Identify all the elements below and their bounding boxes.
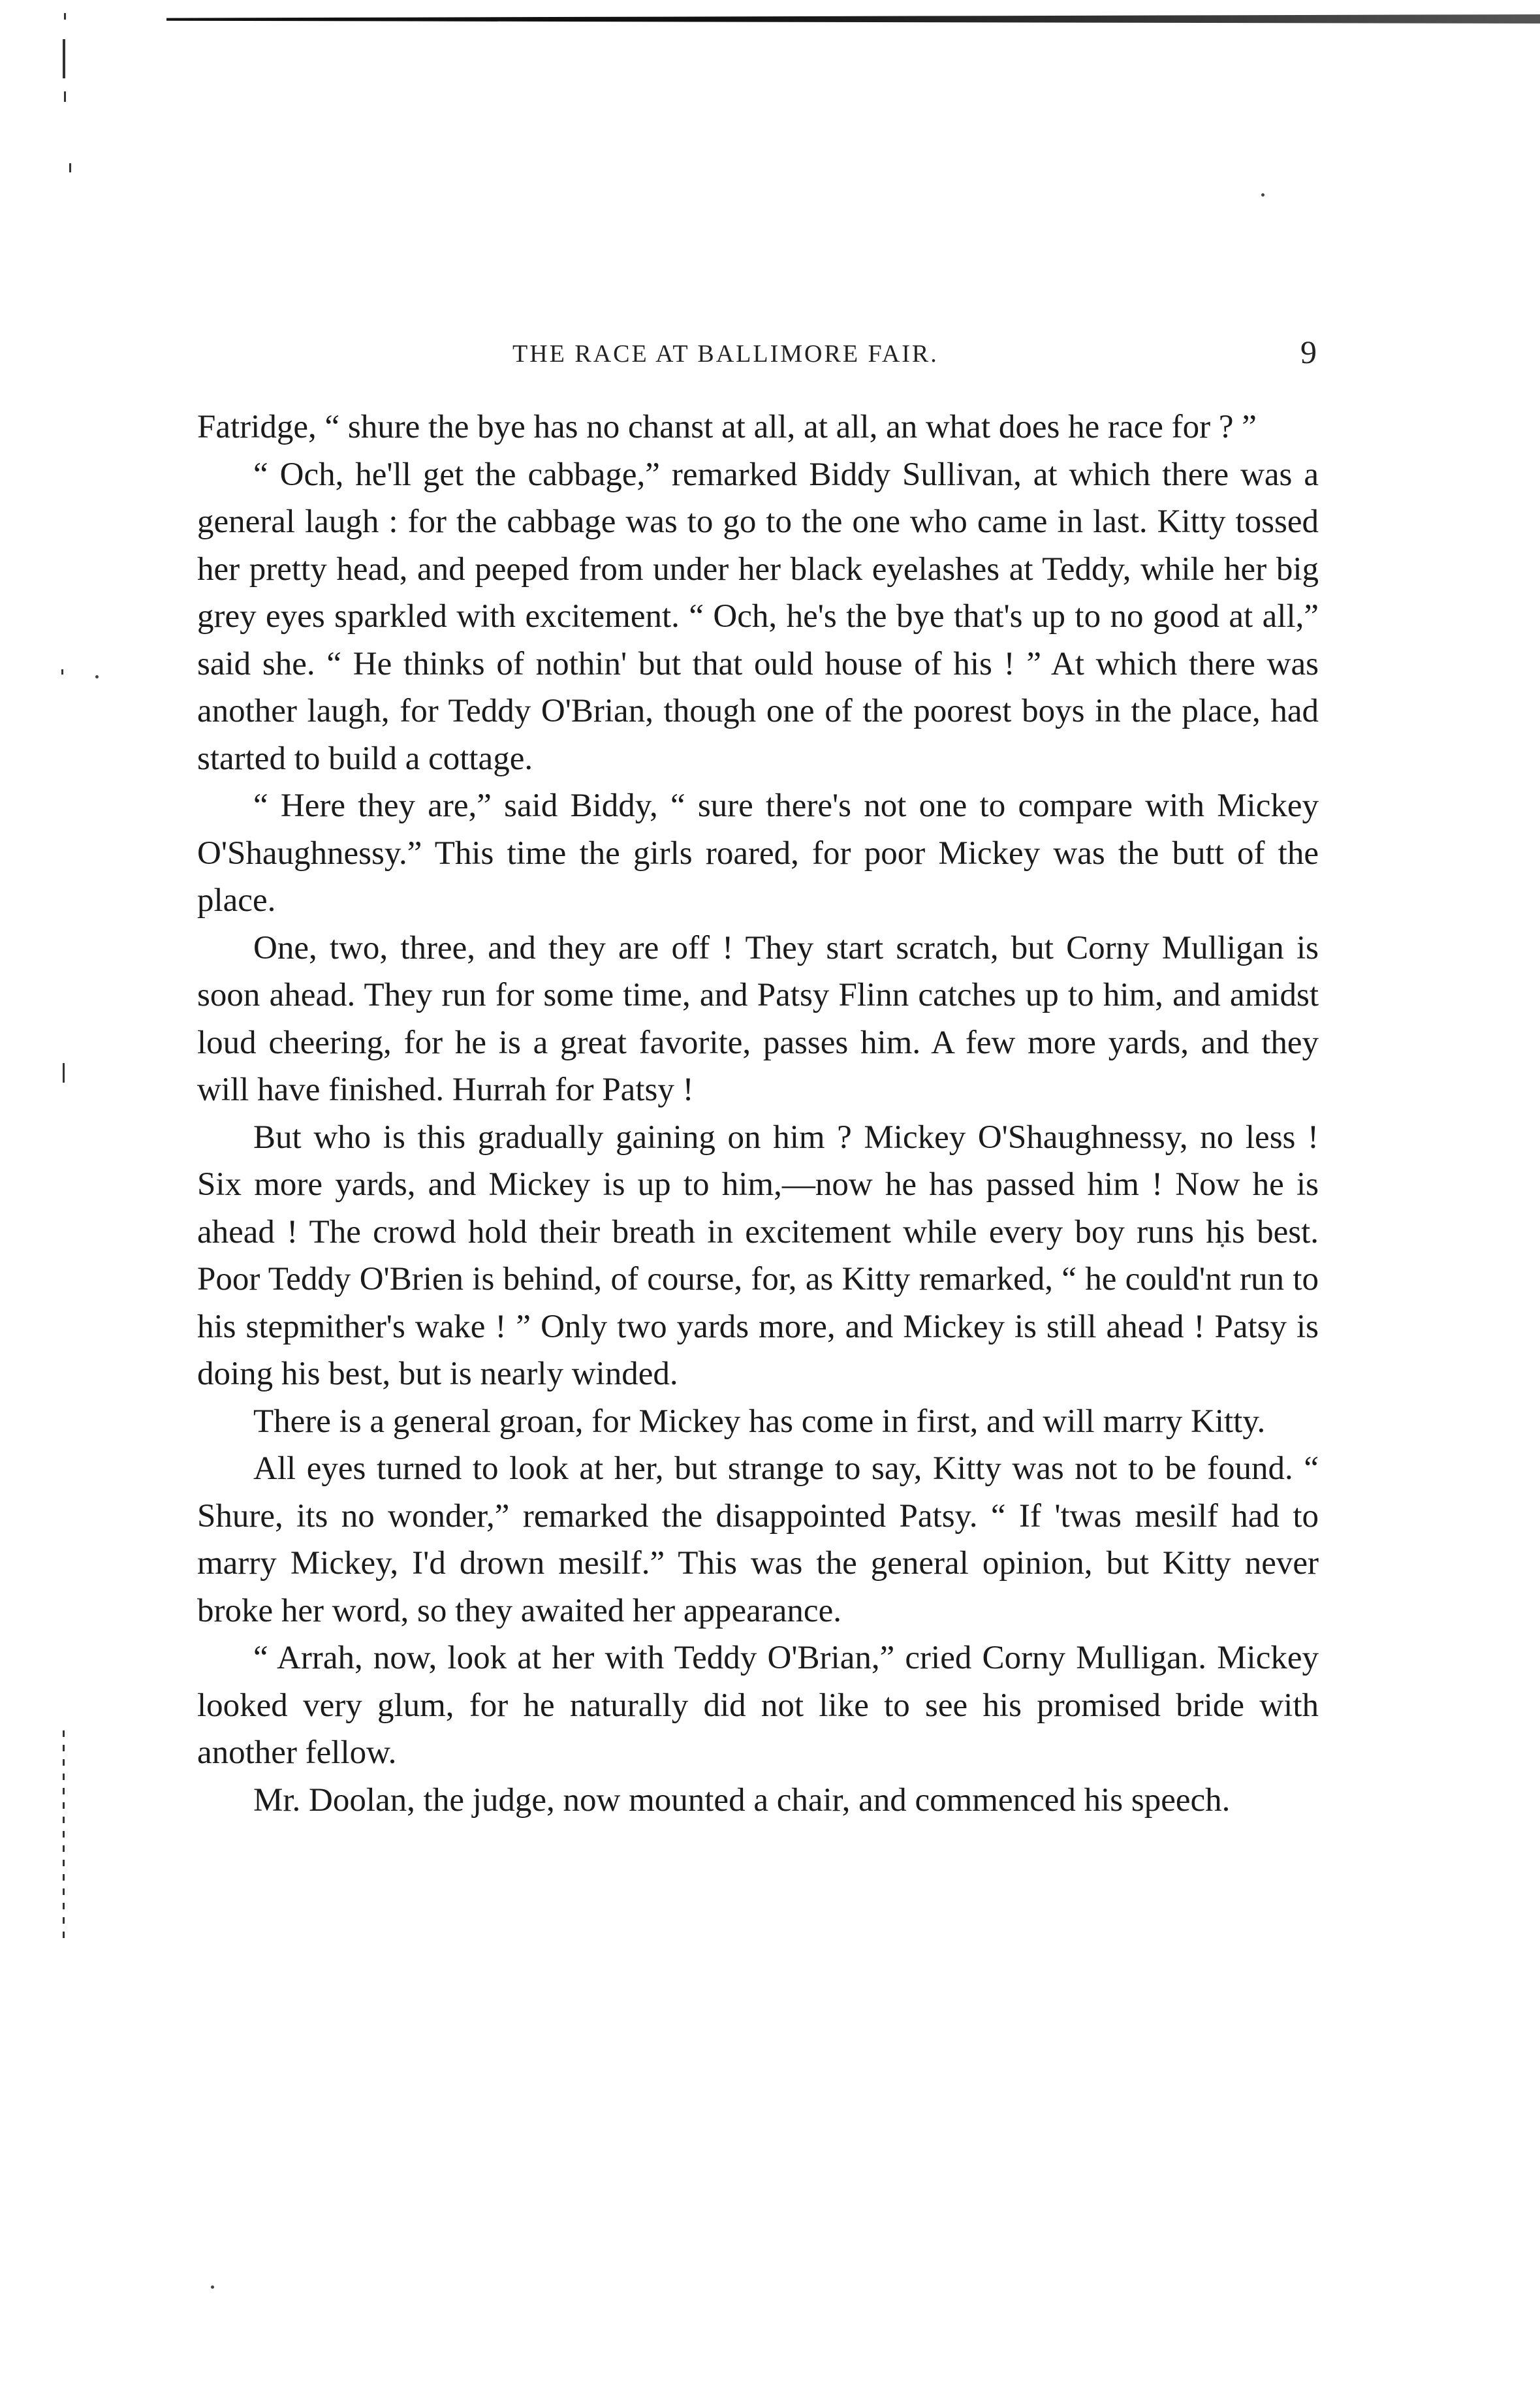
paragraph: Mr. Doolan, the judge, now mounted a chair, and commenced his speech. (253, 1781, 1231, 1819)
paragraph: Fatridge, “ shure the bye has no chanst at all, at all, an what does he race for ? ” (197, 409, 1257, 445)
paragraph: “ Arrah, now, look at her with Teddy O'Brian,” cried Corny Mulligan. Mickey looked very glum, for he naturally did not like to see his promised bride with another fellow. (197, 1640, 1319, 1771)
running-head: THE RACE AT BALLIMORE FAIR. (512, 340, 939, 368)
top-edge-rule (166, 14, 1540, 24)
paragraph: All eyes turned to look at her, but strange to say, Kitty was not to be found. “ Shure, its no wonder,” remarked the disappointed Patsy. “ If 'twas mesilf had to marry Mickey, I'd drown mesilf.” This was the general opinion, but Kitty never broke her word, so they awaited her appearance. (197, 1450, 1319, 1629)
paragraph: One, two, three, and they are off ! They start scratch, but Corny Mulligan is soon ahead. They run for some time, and Patsy Flinn catches up to him, and amidst loud cheering, for he is a great favorite, passes him. A few more yards, and they will have finished. Hurrah for Patsy ! (197, 929, 1319, 1108)
speck (1261, 193, 1265, 197)
page-number: 9 (1300, 334, 1317, 370)
body-text (197, 404, 1319, 1824)
paragraph: “ Here they are,” said Biddy, “ sure there's not one to compare with Mickey O'Shaughnessy.” This time the girls roared, for poor Mickey was the butt of the place. (197, 788, 1319, 919)
speck (95, 675, 99, 678)
margin-scan-marks (61, 13, 74, 1972)
paragraph: “ Och, he'll get the cabbage,” remarked Biddy Sullivan, at which there was a general laugh : for the cabbage was to go to the one who came in last. Kitty tossed her pretty head, and peeped from under her black eyelashes at Teddy, while her big grey eyes sparkled with excitement. “ Och, he's the bye that's up to no good at all,” said she. “ He thinks of nothin' but that ould house of his ! ” At which there was another laugh, for Teddy O'Brian, though one of the poorest boys in the place, had started to build a cottage. (197, 456, 1319, 777)
speck (211, 2285, 214, 2289)
paragraph: There is a general groan, for Mickey has come in first, and will marry Kitty. (253, 1403, 1266, 1440)
paragraph: But who is this gradually gaining on him ? Mickey O'Shaughnessy, no less ! Six more yards, and Mickey is up to him,—now he has passed him ! Now he is ahead ! The crowd hold their breath in excitement while every boy runs his best. Poor Teddy O'Brien is behind, of course, for, as Kitty remarked, “ he could'nt run to his stepmither's wake ! ” Only two yards more, and Mickey is still ahead ! Patsy is doing his best, but is nearly winded. (197, 1119, 1319, 1392)
